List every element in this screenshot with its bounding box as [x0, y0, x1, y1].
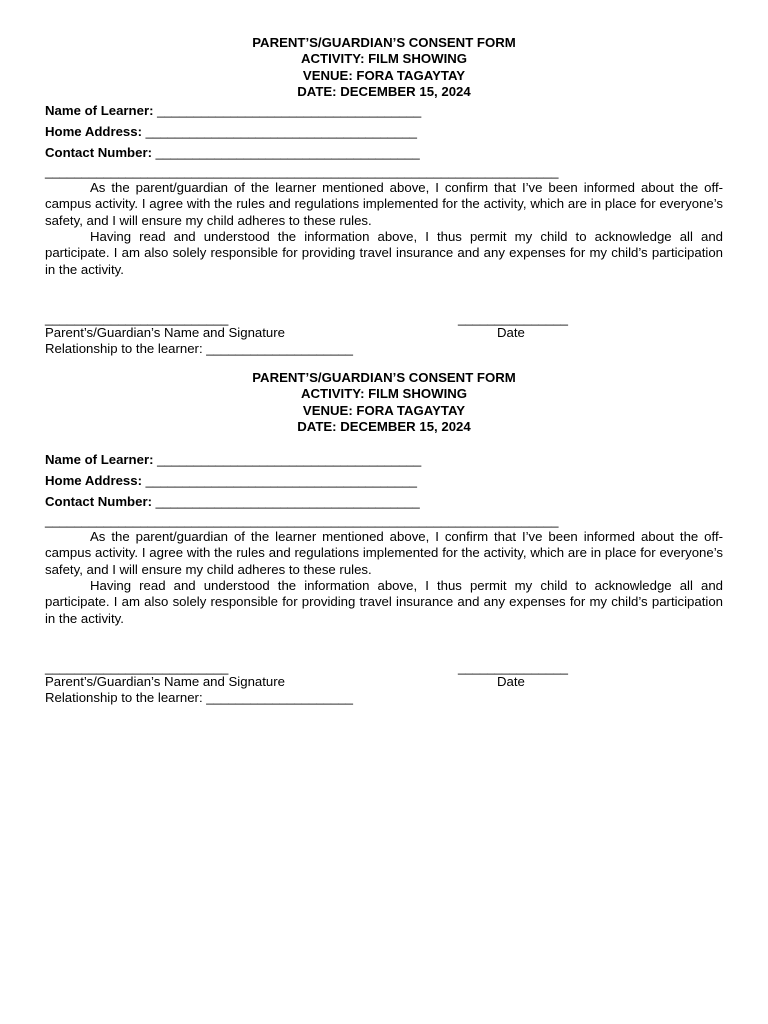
date-blank[interactable]: _______________: [458, 659, 569, 675]
date-label: Date: [497, 673, 525, 689]
form-venue: VENUE: FORA TAGAYTAY: [302, 67, 466, 83]
learner-name-label: Name of Learner:: [45, 103, 154, 119]
section-divider: ______________________________________________________________________: [45, 164, 559, 180]
signature-block: [45, 660, 723, 708]
form-date: DATE: DECEMBER 15, 2024: [297, 418, 471, 434]
consent-form: [45, 370, 723, 708]
contact-number-field[interactable]: [45, 142, 723, 163]
learner-name-blank[interactable]: ____________________________________: [153, 452, 422, 468]
form-activity: ACTIVITY: FILM SHOWING: [300, 51, 468, 67]
form-title-heading: PARENT’S/GUARDIAN’S CONSENT FORM: [252, 369, 516, 385]
consent-form: [45, 35, 723, 359]
signature-blank[interactable]: _________________________: [45, 659, 229, 675]
form-venue: VENUE: FORA TAGAYTAY: [302, 402, 466, 418]
consent-paragraph-1: As the parent/guardian of the learner mentioned above, I confirm that I’ve been informed about the off-campus activity. I agree with the rules and regulations implemented for the activity, which are in place for everyone’s safety, and I will ensure my child adheres to these rules.: [45, 529, 723, 577]
form-title: [45, 370, 723, 435]
home-address-blank[interactable]: _____________________________________: [141, 473, 418, 489]
learner-name-field[interactable]: [45, 100, 723, 121]
relationship-field[interactable]: Relationship to the learner: ____________________: [45, 340, 353, 356]
home-address-label: Home Address:: [45, 473, 142, 489]
learner-fields: [45, 449, 723, 512]
form-activity: ACTIVITY: FILM SHOWING: [300, 386, 468, 402]
contact-number-blank[interactable]: ____________________________________: [151, 145, 420, 161]
home-address-field[interactable]: [45, 121, 723, 142]
signature-label: Parent’s/Guardian’s Name and Signature: [45, 673, 285, 689]
signature-label: Parent’s/Guardian’s Name and Signature: [45, 324, 285, 340]
contact-number-label: Contact Number:: [45, 494, 152, 510]
consent-paragraph-2: Having read and understood the information above, I thus permit my child to acknowledge all and participate. I am also solely responsible for providing travel insurance and any expenses for my child’s participation in the activity.: [45, 578, 723, 626]
contact-number-label: Contact Number:: [45, 145, 152, 161]
signature-blank[interactable]: _________________________: [45, 310, 229, 326]
date-blank[interactable]: _______________: [458, 310, 569, 326]
consent-paragraph-2: Having read and understood the information above, I thus permit my child to acknowledge all and participate. I am also solely responsible for providing travel insurance and any expenses for my child’s participation in the activity.: [45, 229, 723, 277]
signature-block: [45, 311, 723, 359]
home-address-field[interactable]: [45, 470, 723, 491]
learner-name-field[interactable]: [45, 449, 723, 470]
form-title-heading: PARENT’S/GUARDIAN’S CONSENT FORM: [252, 35, 516, 50]
section-divider: ______________________________________________________________________: [45, 513, 559, 529]
relationship-field[interactable]: Relationship to the learner: ____________________: [45, 689, 353, 705]
learner-name-label: Name of Learner:: [45, 452, 154, 468]
learner-name-blank[interactable]: ____________________________________: [153, 103, 422, 119]
form-date: DATE: DECEMBER 15, 2024: [297, 83, 471, 99]
date-label: Date: [497, 324, 525, 340]
home-address-blank[interactable]: _____________________________________: [141, 124, 418, 140]
contact-number-field[interactable]: [45, 491, 723, 512]
consent-paragraph-1: As the parent/guardian of the learner mentioned above, I confirm that I’ve been informed about the off-campus activity. I agree with the rules and regulations implemented for the activity, which are in place for everyone’s safety, and I will ensure my child adheres to these rules.: [45, 180, 723, 228]
learner-fields: [45, 100, 723, 163]
home-address-label: Home Address:: [45, 124, 142, 140]
form-title: [45, 35, 723, 100]
contact-number-blank[interactable]: ____________________________________: [151, 494, 420, 510]
document-page: [45, 35, 723, 708]
